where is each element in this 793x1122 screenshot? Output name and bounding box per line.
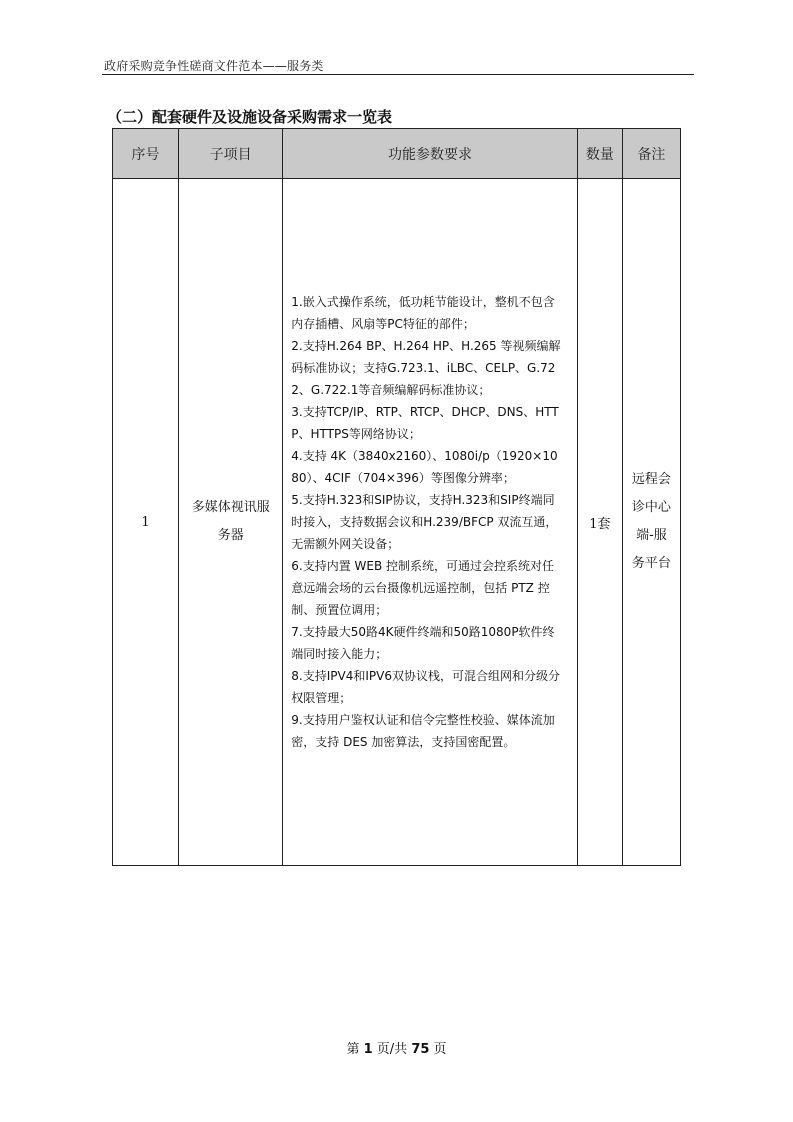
subitem-text: 多媒体视讯服务器 bbox=[191, 500, 270, 543]
note-text: 远程会诊中心端-服务平台 bbox=[631, 472, 671, 571]
list-item: 7.支持最大50路4K硬件终端和50路1080P软件终端同时接入能力； bbox=[291, 625, 555, 661]
page-footer bbox=[0, 1038, 793, 1057]
list-item: 3.支持TCP/IP、RTP、RTCP、DHCP、DNS、HTTP、HTTPS等网络协议； bbox=[291, 405, 559, 441]
header-divider bbox=[102, 74, 694, 75]
list-item: 1.嵌入式操作系统，低功耗节能设计，整机不包含内存插槽、风扇等PC特征的部件； bbox=[291, 295, 555, 331]
section-title: （二）配套硬件及设施设备采购需求一览表 bbox=[107, 108, 393, 126]
list-item: 8.支持IPV4和IPV6双协议栈，可混合组网和分级分权限管理； bbox=[291, 669, 560, 705]
footer-prefix: 第 bbox=[346, 1042, 360, 1057]
list-item: 6.支持内置 WEB 控制系统，可通过会控系统对任意远端会场的云台摄像机远遥控制，包括 PTZ 控制、预置位调用； bbox=[291, 559, 555, 617]
footer-middle: 页/共 bbox=[376, 1042, 408, 1057]
function-params-list bbox=[283, 291, 577, 753]
header-note: 备注 bbox=[622, 129, 680, 179]
table-header-row bbox=[113, 129, 681, 179]
cell-note bbox=[622, 179, 680, 866]
cell-quantity: 1套 bbox=[577, 179, 622, 866]
list-item: 2.支持H.264 BP、H.264 HP、H.265 等视频编解码标准协议；支持G.723.1、iLBC、CELP、G.722、G.722.1等音频编解码标准协议； bbox=[291, 339, 561, 397]
footer-page-number: 1 bbox=[363, 1042, 373, 1057]
list-item: 9.支持用户鉴权认证和信令完整性校验、媒体流加密，支持 DES 加密算法，支持国密配置。 bbox=[291, 713, 555, 749]
requirements-table bbox=[112, 128, 681, 866]
header-quantity: 数量 bbox=[577, 129, 622, 179]
header-function-params: 功能参数要求 bbox=[283, 129, 578, 179]
cell-subitem bbox=[179, 179, 283, 866]
list-item: 5.支持H.323和SIP协议，支持H.323和SIP终端同时接入，支持数据会议和H.239/BFCP 双流互通，无需额外网关设备； bbox=[291, 493, 558, 551]
cell-function-params bbox=[283, 179, 578, 866]
table-row bbox=[113, 179, 681, 866]
footer-total-pages: 75 bbox=[411, 1042, 430, 1057]
header-subitem: 子项目 bbox=[179, 129, 283, 179]
cell-seq: 1 bbox=[113, 179, 179, 866]
header-seq: 序号 bbox=[113, 129, 179, 179]
footer-suffix: 页 bbox=[433, 1042, 447, 1057]
list-item: 4.支持 4K（3840x2160）、1080i/p（1920×1080）、4CIF（704×396）等图像分辨率； bbox=[291, 449, 558, 485]
page-header: 政府采购竞争性磋商文件范本——服务类 bbox=[104, 59, 324, 73]
